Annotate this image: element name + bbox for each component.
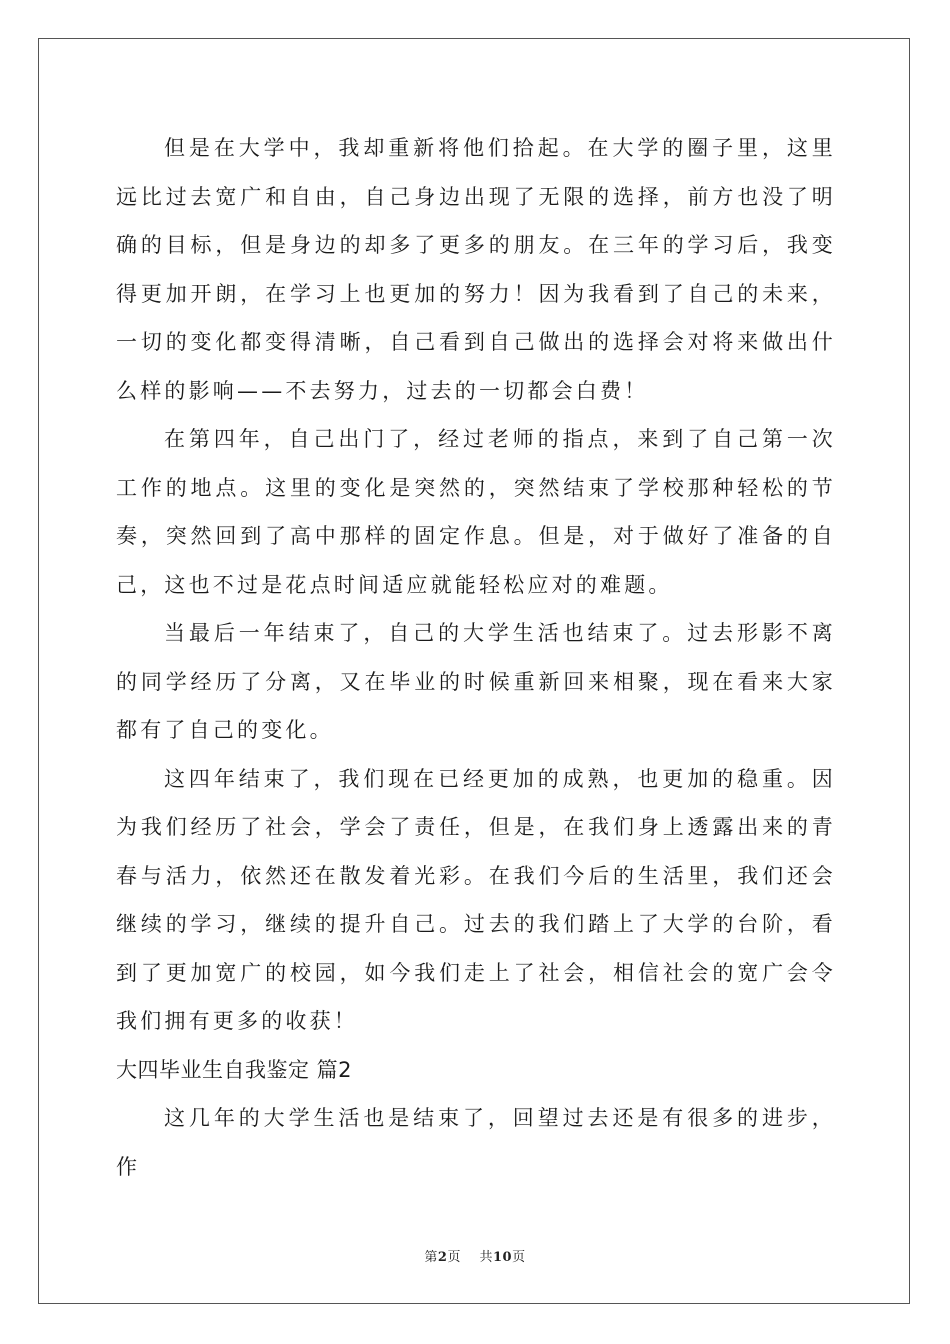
paragraph-2: 在第四年，自己出门了，经过老师的指点，来到了自己第一次工作的地点。这里的变化是突然的，突然结束了学校那种轻松的节奏，突然回到了高中那样的固定作息。但是，对于做好了准备的自己，这也不过是花点时间适应就能轻松应对的难题。 xyxy=(116,427,836,597)
footer-total-prefix: 共 xyxy=(479,1250,493,1265)
page-footer xyxy=(0,1246,950,1265)
footer-page-prefix: 第 xyxy=(424,1250,438,1265)
paragraph-4: 这四年结束了，我们现在已经更加的成熟，也更加的稳重。因为我们经历了社会，学会了责任，但是，在我们身上透露出来的青春与活力，依然还在散发着光彩。在我们今后的生活里，我们还会继续的学习，继续的提升自己。过去的我们踏上了大学的台阶，看到了更加宽广的校园，如今我们走上了社会，相信社会的宽广会令我们拥有更多的收获！ xyxy=(116,766,836,1033)
footer-page-number: 2 xyxy=(437,1250,448,1265)
footer-total-pages: 10 xyxy=(493,1250,513,1265)
paragraph-1: 但是在大学中，我却重新将他们拾起。在大学的圈子里，这里远比过去宽广和自由，自己身边出现了无限的选择，前方也没了明确的目标，但是身边的却多了更多的朋友。在三年的学习后，我变得更加开朗，在学习上也更加的努力！因为我看到了自己的未来，一切的变化都变得清晰，自己看到自己做出的选择会对将来做出什么样的影响——不去努力，过去的一切都会白费！ xyxy=(116,136,836,403)
section-heading: 大四毕业生自我鉴定 篇2 xyxy=(116,1057,353,1082)
footer-total-suffix: 页 xyxy=(512,1250,526,1265)
document-body xyxy=(116,124,836,1191)
paragraph-3: 当最后一年结束了，自己的大学生活也结束了。过去形影不离的同学经历了分离，又在毕业的时候重新回来相聚，现在看来大家都有了自己的变化。 xyxy=(116,621,836,742)
footer-page-suffix: 页 xyxy=(447,1250,461,1265)
paragraph-5: 这几年的大学生活也是结束了，回望过去还是有很多的进步，作 xyxy=(116,1106,836,1179)
